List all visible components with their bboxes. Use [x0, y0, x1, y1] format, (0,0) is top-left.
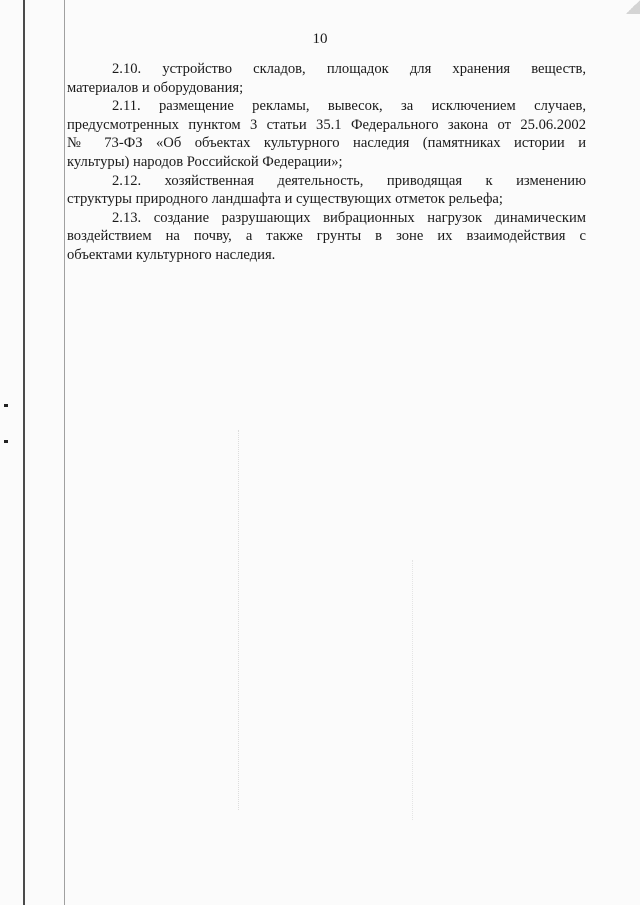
text-line: 2.13. создание разрушающих вибрационных нагрузок динамическим — [112, 209, 586, 226]
paragraph-2-10 — [67, 60, 586, 97]
text-line: материалов и оборудования; — [67, 79, 244, 96]
scan-artifact-dots — [412, 560, 414, 820]
text-line: воздействием на почву, а также грунты в зоне их взаимодействия с — [67, 228, 586, 245]
paragraph-2-13 — [67, 209, 586, 265]
scan-artifact-dots — [238, 430, 240, 810]
text-line: № 73-ФЗ «Об объектах культурного наследия (памятниках истории и — [67, 135, 586, 152]
paragraph-2-12 — [67, 172, 586, 209]
text-line: 2.12. хозяйственная деятельность, приводящая к изменению — [112, 172, 586, 189]
text-line: 2.10. устройство складов, площадок для хранения веществ, — [112, 61, 586, 77]
scan-artifact-mark — [4, 404, 8, 407]
document-body — [67, 60, 586, 265]
text-line: предусмотренных пунктом 3 статьи 35.1 Федерального закона от 25.06.2002 — [67, 116, 586, 133]
scan-artifact-line — [23, 0, 25, 905]
paragraph-2-11 — [67, 97, 586, 171]
page-number: 10 — [312, 31, 328, 47]
scan-artifact-line — [64, 0, 65, 905]
text-line: структуры природного ландшафта и существующих отметок рельефа; — [67, 191, 503, 208]
text-line: культуры) народов Российской Федерации»; — [67, 153, 343, 170]
scan-artifact-corner — [626, 0, 640, 14]
scan-artifact-mark — [4, 440, 8, 443]
text-line: объектами культурного наследия. — [67, 246, 276, 263]
text-line: 2.11. размещение рекламы, вывесок, за исключением случаев, — [112, 98, 586, 115]
